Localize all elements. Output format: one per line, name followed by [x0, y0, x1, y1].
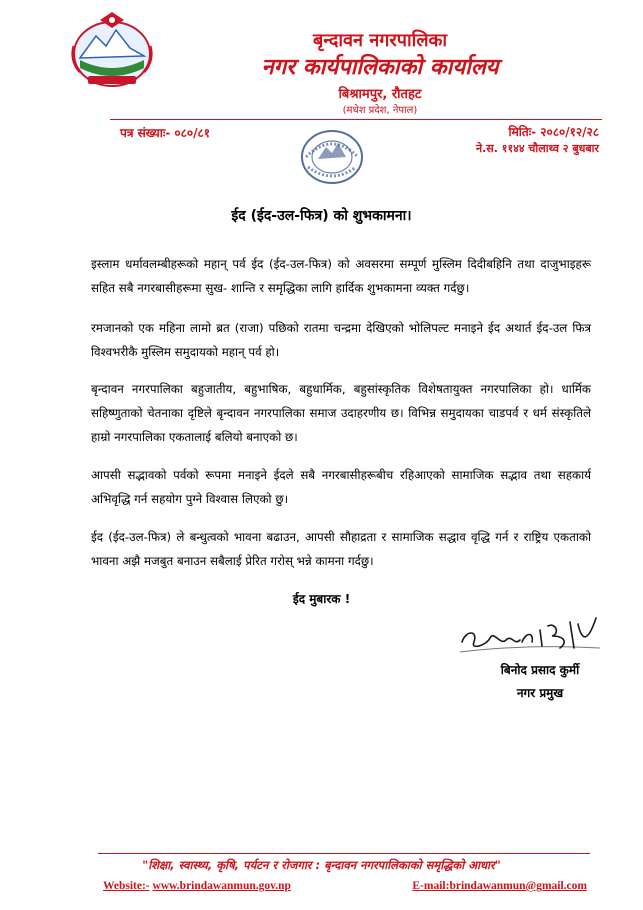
- office-name: नगर कार्यपालिकाको कार्यालय: [261, 55, 499, 80]
- reference-number: पत्र संख्याः- ०८०/८१: [120, 126, 210, 140]
- letter-title: ईद (ईद-उल-फित्र) को शुभकामना।: [231, 208, 412, 224]
- office-address: बिश्रामपुर, रौतहट: [338, 87, 422, 102]
- letter-date: मितिः- २०८०/१२/२८: [508, 125, 599, 139]
- footer-divider: [98, 853, 590, 854]
- closing-greeting: ईद मुबारक !: [292, 592, 351, 606]
- municipality-name: बृन्दावन नगरपालिका: [312, 30, 448, 51]
- handwritten-signature: [456, 612, 606, 656]
- email-link[interactable]: brindawanmun@gmail.com: [449, 880, 587, 892]
- office-seal-stamp: [296, 127, 368, 189]
- paragraph-2: रमजानको एक महिना लामो ब्रत (राजा) पछिको रातमा चन्द्रमा देखिएको भोलिपल्ट मनाइने ईद अथार्त ईद-उल फित्र विश्वभरीकै मुस्लिम समुदायको महान् पर्व हो।: [91, 321, 591, 359]
- signer-designation: नगर प्रमुख: [516, 686, 564, 700]
- office-province: (मधेश प्रदेश, नेपाल): [342, 105, 418, 116]
- footer-website: [103, 880, 291, 892]
- paragraph-5: ईद (ईद-उल-फित्र) ले बन्धुत्वको भावना बढाउन, आपसी सौहाद्रता र सामाजिक सद्धाव वृद्धि गर्न र राष्ट्रिय एकताको भावना अझै मजबुत बनाउन सबैलाई प्रेरित गरोस् भन्ने कामना गर्दछु।: [91, 530, 591, 568]
- website-link[interactable]: www.brindawanmun.gov.np: [152, 880, 291, 892]
- website-label: Website:-: [103, 880, 150, 892]
- paragraph-1: इस्लाम धर्मावलम्बीहरूको महान् पर्व ईद (ईद-उल-फित्र) को अवसरमा सम्पूर्ण मुस्लिम दिदीबहिनि तथा दाजुभाइहरू सहित सबै नगरबासीहरूमा सुख- शान्ति र समृद्धिका लागि हार्दिक शुभकामना व्यक्त गर्दछु।: [91, 257, 591, 295]
- paragraph-3: बृन्दावन नगरपालिका बहुजातीय, बहुभाषिक, बहुधार्मिक, बहुसांस्कृतिक विशेषतायुक्त नगरपालिका हो। धार्मिक सहिष्णुताको चेतनाका दृष्टिले बृन्दावन नगरपालिका समाज उदाहरणीय छ। विभिन्न समुदायका चाडपर्व र धर्म संस्कृतिले हाम्रो नगरपालिका एकतालाई बलियो बनाएको छ।: [91, 382, 591, 444]
- footer-email: [412, 880, 587, 892]
- email-label: E-mail:: [412, 880, 450, 892]
- footer-slogan: "शिक्षा, स्वास्थ्य, कृषि, पर्यटन र रोजगार : बृन्दावन नगरपालिकाको समृद्धिको आधार": [142, 858, 501, 872]
- paragraph-4: आपसी सद्भावको पर्वको रूपमा मनाइने ईदले सबै नगरबासीहरूबीच रहिआएको सामाजिक सद्भाव तथा सहकार्य अभिवृद्धि गर्न सहयोग पुग्ने विश्वास लिएको छु।: [91, 468, 591, 506]
- header-divider: [110, 119, 602, 120]
- signer-name: बिनोद प्रसाद कुर्मी: [500, 663, 580, 677]
- nepal-emblem-logo: [66, 10, 158, 92]
- nepal-sambat-date: ने.स. ११४४ चौलाथ्व २ बुधबार: [476, 142, 599, 155]
